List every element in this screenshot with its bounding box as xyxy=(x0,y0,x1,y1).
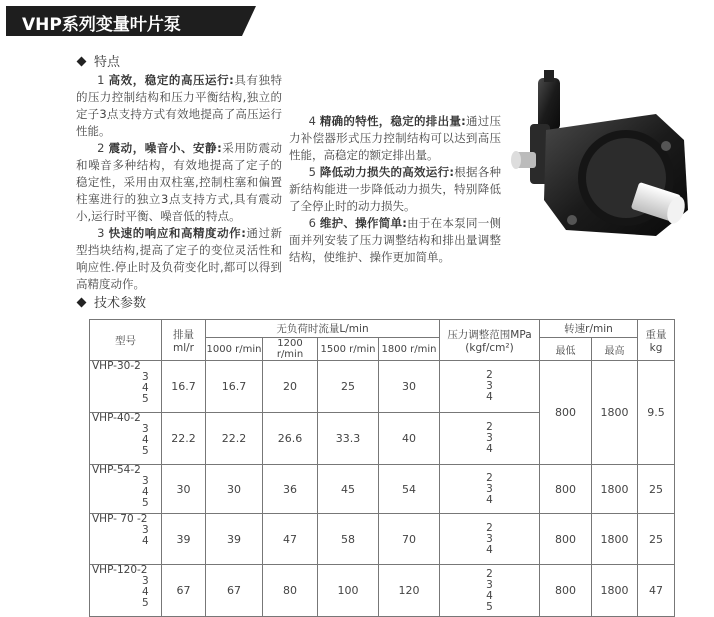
flow-1800-cell: 120 xyxy=(379,565,440,617)
header-pressure: 压力调整范围MPa (kgf/cm²) xyxy=(440,320,540,361)
flow-1000-cell: 16.7 xyxy=(206,361,263,413)
rpm-max-cell: 1800 xyxy=(592,565,638,617)
diamond-bullet-icon xyxy=(77,57,87,67)
pressure-cell: 2 3 4 xyxy=(440,514,540,565)
table-row xyxy=(90,465,675,514)
flow-1000-cell: 30 xyxy=(206,465,263,514)
table-row xyxy=(90,514,675,565)
weight-cell: 47 xyxy=(638,565,675,617)
header-speed-1200: 1200 r/min xyxy=(263,338,318,361)
feature-item-4: 4 精确的特性，稳定的排出量:通过压力补偿器形式压力控制结构可以达到高压性能，高稳定的额定排出量。 xyxy=(289,114,502,162)
flow-1800-cell: 70 xyxy=(379,514,440,565)
features-column-right xyxy=(289,113,501,266)
flow-1200-cell: 47 xyxy=(263,514,318,565)
displacement-cell: 67 xyxy=(162,565,206,617)
rpm-max-cell: 1800 xyxy=(592,465,638,514)
feature-item-1: 1 高效，稳定的高压运行:具有独特的压力控制结构和压力平衡结构,独立的定子3点支持方式有效地提高了高压运行性能。 xyxy=(76,73,283,138)
flow-1500-cell: 33.3 xyxy=(318,413,379,465)
pressure-cell: 2 3 4 5 xyxy=(440,565,540,617)
model-cell: VHP- 70 -2 3 4 xyxy=(90,514,162,565)
title-banner xyxy=(6,6,242,36)
flow-1200-cell: 20 xyxy=(263,361,318,413)
flow-1500-cell: 100 xyxy=(318,565,379,617)
displacement-cell: 30 xyxy=(162,465,206,514)
model-cell: VHP-40-2 3 4 5 xyxy=(90,413,162,465)
header-displacement: 排量 ml/r xyxy=(162,320,206,361)
rpm-min-cell: 800 xyxy=(540,514,592,565)
flow-1200-cell: 36 xyxy=(263,465,318,514)
table-row xyxy=(90,361,675,413)
feature-item-2: 2 震动，噪音小、安静:采用防震动和噪音多种结构，有效地提高了定子的稳定性，采用由双柱塞,控制柱塞和偏置柱塞进行的独立3点支持方式,具有震动小,运行时平衡、噪音低的特点。 xyxy=(76,141,282,223)
features-column-left xyxy=(76,72,282,293)
feature-item-6: 6 维护、操作简单:由于在本泵同一侧面并列安装了压力调整结构和排出量调整结构，使维护、操作更加简单。 xyxy=(289,216,502,264)
header-flow: 无负荷时流量L/min xyxy=(206,320,440,338)
rpm-min-cell: 800 xyxy=(540,465,592,514)
weight-cell: 25 xyxy=(638,514,675,565)
model-cell: VHP-30-2 3 4 5 xyxy=(90,361,162,413)
flow-1200-cell: 80 xyxy=(263,565,318,617)
feature-item-5: 5 降低动力损失的高效运行:根据各种新结构能进一步降低动力损失，特别降低了全停止时的动力损失。 xyxy=(289,165,502,213)
spec-table xyxy=(89,319,675,617)
rpm-max-cell: 1800 xyxy=(592,361,638,465)
flow-1800-cell: 40 xyxy=(379,413,440,465)
rpm-min-cell: 800 xyxy=(540,361,592,465)
page-title: VHP系列变量叶片泵 xyxy=(22,15,181,35)
pressure-cell: 2 3 4 xyxy=(440,361,540,413)
table-row xyxy=(90,565,675,617)
flow-1000-cell: 22.2 xyxy=(206,413,263,465)
flow-1000-cell: 39 xyxy=(206,514,263,565)
header-model: 型号 xyxy=(90,320,162,361)
header-weight: 重量 kg xyxy=(638,320,675,361)
displacement-cell: 16.7 xyxy=(162,361,206,413)
header-rpm-min: 最低 xyxy=(540,338,592,361)
flow-1200-cell: 26.6 xyxy=(263,413,318,465)
model-cell: VHP-120-2 3 4 5 xyxy=(90,565,162,617)
header-speed-1000: 1000 r/min xyxy=(206,338,263,361)
displacement-cell: 39 xyxy=(162,514,206,565)
weight-cell: 25 xyxy=(638,465,675,514)
flow-1500-cell: 58 xyxy=(318,514,379,565)
flow-1000-cell: 67 xyxy=(206,565,263,617)
vane-pump-image xyxy=(506,60,706,260)
table-header-row xyxy=(90,320,675,338)
header-speed-1500: 1500 r/min xyxy=(318,338,379,361)
flow-1800-cell: 54 xyxy=(379,465,440,514)
pressure-cell: 2 3 4 xyxy=(440,465,540,514)
flow-1500-cell: 45 xyxy=(318,465,379,514)
header-rpm-max: 最高 xyxy=(592,338,638,361)
flow-1800-cell: 30 xyxy=(379,361,440,413)
rpm-min-cell: 800 xyxy=(540,565,592,617)
displacement-cell: 22.2 xyxy=(162,413,206,465)
banner-notch xyxy=(242,6,256,36)
header-rpm: 转速r/min xyxy=(540,320,638,338)
rpm-max-cell: 1800 xyxy=(592,514,638,565)
feature-item-3: 3 快速的响应和高精度动作:通过新型挡块结构,提高了定子的变位灵活性和响应性.停止时及负荷变化时,都可以得到高精度动作。 xyxy=(76,226,282,291)
diamond-bullet-icon xyxy=(77,298,87,308)
specs-heading: 技术参数 xyxy=(78,292,146,311)
header-speed-1800: 1800 r/min xyxy=(379,338,440,361)
model-cell: VHP-54-2 3 4 5 xyxy=(90,465,162,514)
flow-1500-cell: 25 xyxy=(318,361,379,413)
weight-cell: 9.5 xyxy=(638,361,675,465)
features-heading: 特点 xyxy=(78,51,120,70)
pressure-cell: 2 3 4 xyxy=(440,413,540,465)
